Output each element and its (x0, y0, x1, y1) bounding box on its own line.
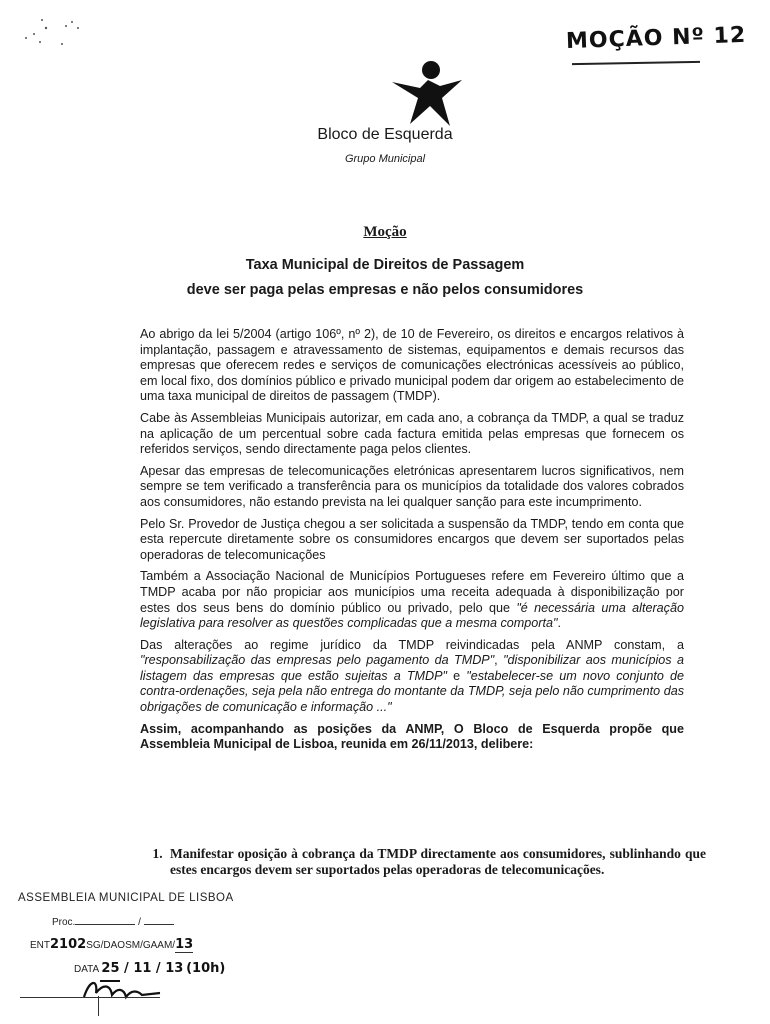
paragraph-7: Assim, acompanhando as posições da ANMP, O Bloco de Esquerda propõe que Assembleia Municipal de Lisboa, reunida em 26/11/2013, delibere: (140, 721, 684, 752)
paragraph-2: Cabe às Assembleias Municipais autorizar, em cada ano, a cobrança da TMDP, a qual se traduz na aplicação de um percentual sobre cada factura emitida pelas empresas que fornecem os referidos serviços, sendo directamente paga pelos clientes. (140, 410, 684, 457)
stamp-divider (20, 997, 160, 999)
p6-text: Das alterações ao regime jurídico da TMDP reivindicadas pela ANMP constam, a (140, 637, 684, 652)
stamp-ent-label: ENT (30, 940, 50, 951)
document-title-line1: Taxa Municipal de Direitos de Passagem (245, 257, 525, 273)
stamp-date-label: DATA (74, 964, 99, 975)
stamp-proc-label: Proc. (52, 917, 76, 928)
resolution-list (146, 846, 706, 878)
document-type: Moção (363, 224, 407, 240)
org-name: Bloco de Esquerda (317, 126, 453, 143)
p6-sep-1: , (494, 653, 504, 668)
bloco-star-logo-icon (390, 58, 464, 128)
p5-end: . (557, 616, 561, 631)
handwritten-motion-number: MOÇÃO Nº 12 (565, 22, 747, 55)
stamp-ent-mid: SG/DAOSM/GAAM/ (86, 940, 176, 951)
stamp-tick (98, 996, 100, 1016)
p6-quote-1: "responsabilização das empresas pelo pagamento da TMDP" (140, 653, 495, 668)
stamp-date-extra: (10h) (186, 961, 226, 976)
document-title-line2: deve ser paga pelas empresas e não pelos consumidores (186, 282, 584, 298)
p6-quote-2: "disponibilizar aos municípios a listagem das empresas que estão sujeitas a TMDP" (140, 653, 684, 683)
paragraph-4: Pelo Sr. Provedor de Justiça chegou a ser solicitada a suspensão da TMDP, tendo em conta que esta repercute diretamente sobre os consumidores encargos que devem ser suportados pelas operadoras de telecomunicações (140, 516, 684, 562)
motion-body (140, 327, 684, 759)
resolution-item-1: 1. Manifestar oposição à cobrança da TMDP directamente aos consumidores, sublinhando que estes encargos devem ser suportados pelas operadoras de telecomunicações. (166, 846, 706, 878)
stamp-title: ASSEMBLEIA MUNICIPAL DE LISBOA (18, 892, 234, 904)
stamp-entry-line (30, 937, 193, 953)
p6-sep-2: e (447, 668, 467, 683)
handwritten-underline (572, 61, 700, 65)
stamp-ent-year: 13 (175, 937, 194, 952)
p6-quote-3: "estabelecer-se um novo conjunto de contra-ordenações, seja pela não entrega do montante da TMDP, seja pelo não cumprimento das obrigações de comunicação e informação ..." (140, 668, 684, 715)
p5-text: Também a Associação Nacional de Municípios Portugueses refere em Fevereiro último que a TMDP acaba por não propiciar aos municípios uma receita adequada à disponibilização por estes dos seus bens do domínio público ou privado, pelo que (140, 569, 684, 615)
stamp-ent-number: 2102 (50, 937, 87, 952)
org-subtitle: Grupo Municipal (344, 153, 426, 165)
paragraph-5 (140, 569, 684, 631)
stamp-date-line (74, 961, 225, 976)
stamp-date-value: 25 / 11 / 13 (101, 961, 184, 976)
paragraph-3: Apesar das empresas de telecomunicações eletrónicas apresentarem lucros significativos, nem sempre se tem verificado a transferência para os municípios da totalidade dos valores cobrados aos consumidores, não estando prevista na lei qualquer sanção para este incumprimento. (140, 463, 684, 509)
paragraph-1: Ao abrigo da lei 5/2004 (artigo 106º, nº 2), de 10 de Fevereiro, os direitos e encargos relativos à implantação, passagem e atravessamento de sistemas, equipamentos e demais recursos das empresas que oferecem redes e serviços de comunicações electrónicas acessíveis ao público, em local fixo, dos domínios público e privado municipal podem dar origem ao estabelecimento de uma taxa municipal de direitos de passagem (TMDP). (140, 327, 684, 404)
stamp-proc-line: Proc. / (52, 917, 174, 928)
signature-icon (80, 975, 180, 1005)
p5-quote: "é necessária uma alteração legislativa para resolver as questões complicadas que a mesma comporta" (140, 600, 684, 631)
paragraph-6 (140, 638, 684, 716)
scan-specks (20, 14, 100, 54)
